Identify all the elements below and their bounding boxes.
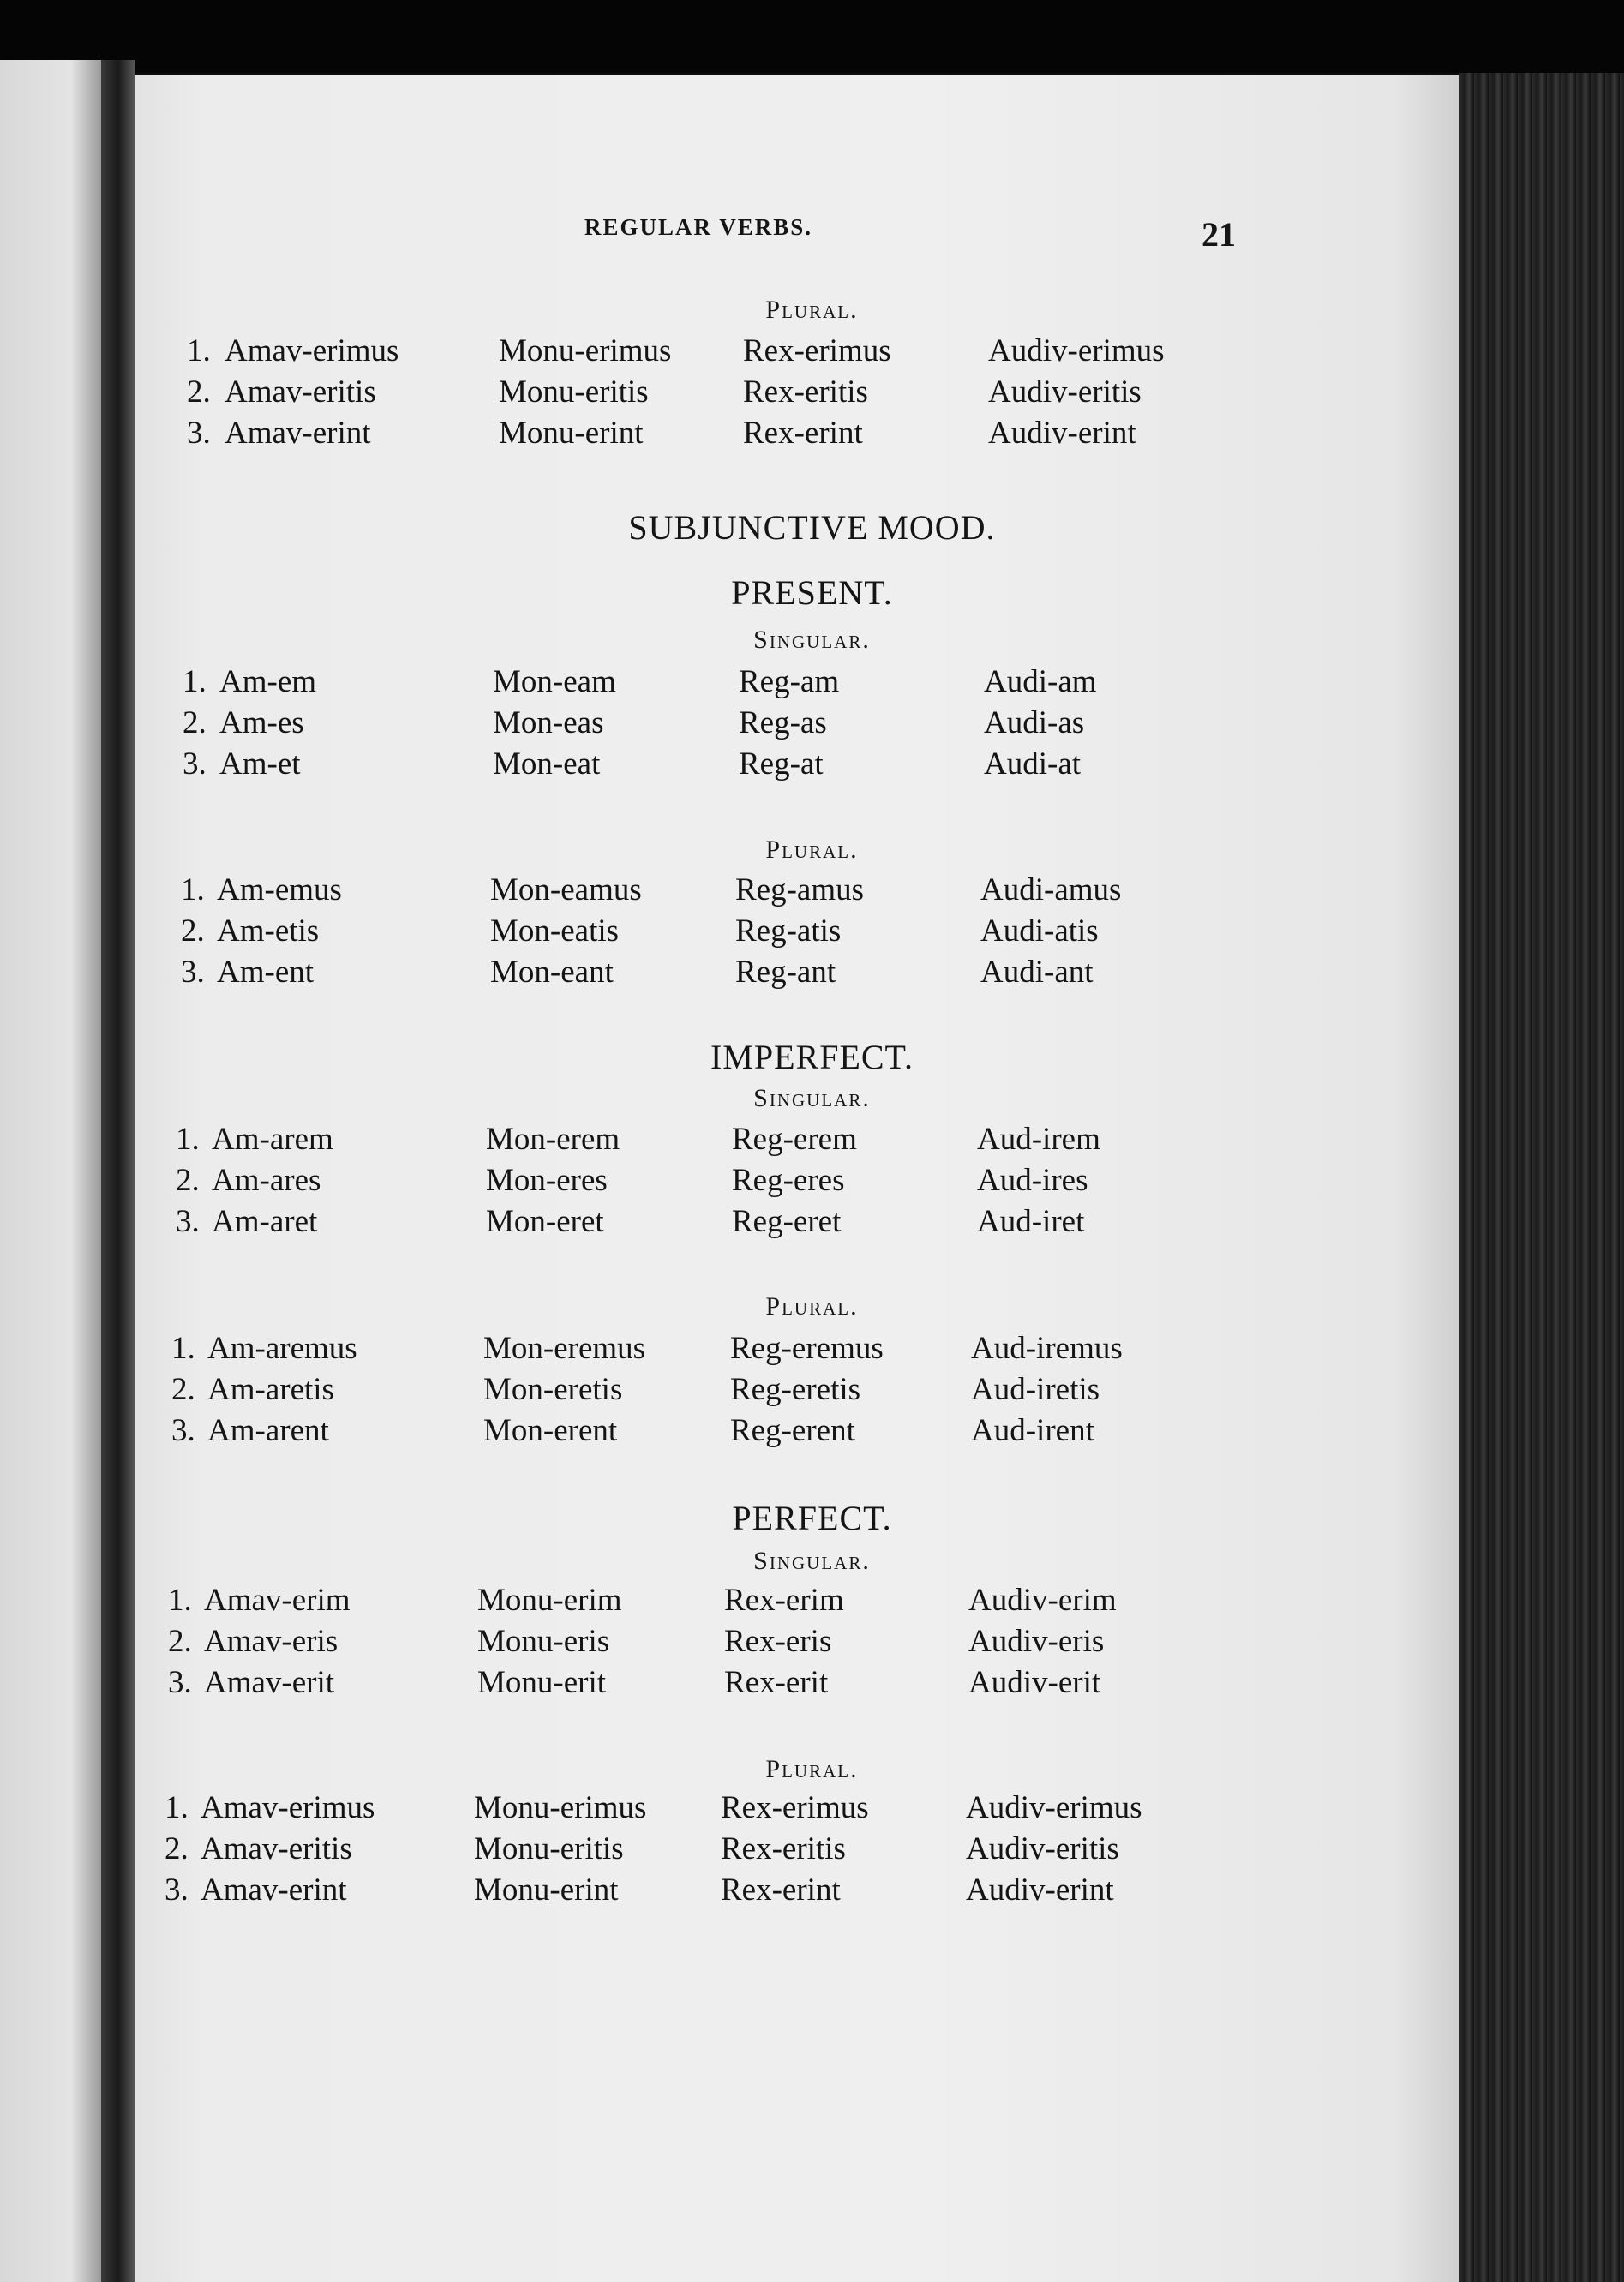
person-number: 3. [168,1665,192,1700]
person-number: 2. [181,913,205,949]
conjugation-row [0,913,1624,954]
fourth-conjugation-form: Aud-iret [977,1204,1085,1239]
first-conjugation-form: Am-aremus [207,1331,357,1366]
person-number: 2. [165,1831,189,1866]
conjugation-row [0,1162,1624,1203]
conjugation-row [0,415,1624,456]
person-number: 3. [183,746,207,782]
tense-heading: IMPERFECT. [710,1038,914,1076]
second-conjugation-form: Monu-eris [477,1624,610,1659]
second-conjugation-form: Monu-erit [477,1665,607,1700]
third-conjugation-form: Rex-erimus [721,1790,869,1825]
tense-heading: PERFECT. [732,1499,892,1537]
person-number: 3. [165,1872,189,1908]
fourth-conjugation-form: Aud-irent [971,1413,1094,1448]
fourth-conjugation-form: Audiv-eritis [988,374,1142,410]
fourth-conjugation-form: Audi-amus [980,872,1122,907]
fourth-conjugation-form: Audiv-erint [966,1872,1114,1908]
scan-top-border [0,0,1624,73]
second-conjugation-form: Mon-eretis [483,1372,623,1407]
first-conjugation-form: Am-emus [217,872,342,907]
fourth-conjugation-form: Audiv-erimus [966,1790,1142,1825]
conjugation-row [0,704,1624,746]
second-conjugation-form: Monu-erint [474,1872,619,1908]
conjugation-row [0,871,1624,913]
third-conjugation-form: Rex-eris [724,1624,832,1659]
conjugation-row [0,1789,1624,1830]
third-conjugation-form: Reg-eret [732,1204,842,1239]
first-conjugation-form: Am-arent [207,1413,329,1448]
number-label: Singular. [753,626,871,654]
conjugation-row [0,1412,1624,1453]
person-number: 2. [176,1163,200,1198]
first-conjugation-form: Am-ares [212,1163,321,1198]
fourth-conjugation-form: Aud-iretis [971,1372,1100,1407]
person-number: 1. [183,664,207,699]
third-conjugation-form: Rex-erint [721,1872,841,1908]
conjugation-row [0,1203,1624,1244]
conjugation-row [0,1623,1624,1664]
mood-heading: SUBJUNCTIVE MOOD. [628,508,996,547]
person-number: 3. [171,1413,195,1448]
number-label: Singular. [753,1547,871,1575]
person-number: 1. [176,1122,200,1157]
third-conjugation-form: Reg-eres [732,1163,845,1198]
first-conjugation-form: Am-aretis [207,1372,334,1407]
first-conjugation-form: Amav-erimus [225,333,399,368]
running-head: REGULAR VERBS. [584,214,813,240]
third-conjugation-form: Rex-erint [743,416,863,451]
second-conjugation-form: Monu-eritis [499,374,649,410]
person-number: 1. [187,333,211,368]
person-number: 2. [168,1624,192,1659]
number-label: Plural. [765,296,859,324]
first-conjugation-form: Am-ent [217,955,315,990]
fourth-conjugation-form: Audiv-erim [968,1583,1117,1618]
person-number: 1. [181,872,205,907]
second-conjugation-form: Monu-eritis [474,1831,624,1866]
fourth-conjugation-form: Aud-irem [977,1122,1100,1157]
first-conjugation-form: Amav-erim [204,1583,351,1618]
first-conjugation-form: Am-aret [212,1204,318,1239]
second-conjugation-form: Monu-erint [499,416,644,451]
third-conjugation-form: Reg-as [739,705,827,740]
fourth-conjugation-form: Aud-iremus [971,1331,1123,1366]
person-number: 2. [187,374,211,410]
page-number: 21 [1202,215,1236,254]
second-conjugation-form: Mon-eat [493,746,601,782]
second-conjugation-form: Mon-eamus [490,872,642,907]
fourth-conjugation-form: Audi-am [984,664,1097,699]
conjugation-row [0,374,1624,415]
conjugation-row [0,1371,1624,1412]
third-conjugation-form: Reg-eretis [730,1372,861,1407]
conjugation-row [0,1330,1624,1371]
second-conjugation-form: Mon-eatis [490,913,620,949]
third-conjugation-form: Rex-erit [724,1665,829,1700]
third-conjugation-form: Reg-at [739,746,824,782]
second-conjugation-form: Mon-eant [490,955,614,990]
second-conjugation-form: Mon-erem [486,1122,620,1157]
second-conjugation-form: Monu-erimus [474,1790,647,1825]
conjugation-row [0,1121,1624,1162]
fourth-conjugation-form: Audiv-erimus [988,333,1165,368]
second-conjugation-form: Mon-erent [483,1413,618,1448]
first-conjugation-form: Am-arem [212,1122,333,1157]
third-conjugation-form: Reg-amus [735,872,865,907]
first-conjugation-form: Amav-erint [201,1872,347,1908]
third-conjugation-form: Rex-eritis [743,374,868,410]
second-conjugation-form: Monu-erim [477,1583,622,1618]
person-number: 3. [181,955,205,990]
fourth-conjugation-form: Audi-ant [980,955,1094,990]
second-conjugation-form: Mon-eam [493,664,616,699]
first-conjugation-form: Amav-eritis [225,374,376,410]
conjugation-row [0,746,1624,787]
number-label: Singular. [753,1084,871,1112]
third-conjugation-form: Reg-ant [735,955,836,990]
second-conjugation-form: Mon-eres [486,1163,608,1198]
second-conjugation-form: Mon-eas [493,705,604,740]
third-conjugation-form: Rex-eritis [721,1831,846,1866]
fourth-conjugation-form: Audiv-eris [968,1624,1105,1659]
fourth-conjugation-form: Audi-at [984,746,1082,782]
person-number: 3. [176,1204,200,1239]
third-conjugation-form: Rex-erim [724,1583,844,1618]
first-conjugation-form: Amav-eritis [201,1831,352,1866]
third-conjugation-form: Reg-erent [730,1413,855,1448]
person-number: 1. [165,1790,189,1825]
fourth-conjugation-form: Audi-atis [980,913,1099,949]
first-conjugation-form: Amav-erint [225,416,371,451]
first-conjugation-form: Am-etis [217,913,320,949]
third-conjugation-form: Rex-erimus [743,333,891,368]
first-conjugation-form: Amav-eris [204,1624,339,1659]
number-label: Plural. [765,1755,859,1783]
first-conjugation-form: Amav-erit [204,1665,335,1700]
conjugation-row [0,663,1624,704]
third-conjugation-form: Reg-erem [732,1122,857,1157]
fourth-conjugation-form: Audiv-erint [988,416,1136,451]
conjugation-row [0,1872,1624,1913]
person-number: 1. [171,1331,195,1366]
conjugation-row [0,1664,1624,1705]
second-conjugation-form: Mon-eret [486,1204,604,1239]
conjugation-row [0,1830,1624,1872]
second-conjugation-form: Mon-eremus [483,1331,646,1366]
person-number: 2. [183,705,207,740]
conjugation-row [0,1582,1624,1623]
second-conjugation-form: Monu-erimus [499,333,672,368]
conjugation-row [0,954,1624,995]
person-number: 2. [171,1372,195,1407]
person-number: 1. [168,1583,192,1618]
fourth-conjugation-form: Audiv-erit [968,1665,1101,1700]
fourth-conjugation-form: Aud-ires [977,1163,1088,1198]
first-conjugation-form: Am-em [219,664,317,699]
third-conjugation-form: Reg-am [739,664,840,699]
first-conjugation-form: Am-et [219,746,301,782]
first-conjugation-form: Amav-erimus [201,1790,375,1825]
third-conjugation-form: Reg-eremus [730,1331,884,1366]
number-label: Plural. [765,836,859,864]
conjugation-row [0,332,1624,374]
person-number: 3. [187,416,211,451]
fourth-conjugation-form: Audiv-eritis [966,1831,1119,1866]
third-conjugation-form: Reg-atis [735,913,842,949]
tense-heading: PRESENT. [731,573,893,612]
first-conjugation-form: Am-es [219,705,304,740]
number-label: Plural. [765,1292,859,1321]
fourth-conjugation-form: Audi-as [984,705,1085,740]
